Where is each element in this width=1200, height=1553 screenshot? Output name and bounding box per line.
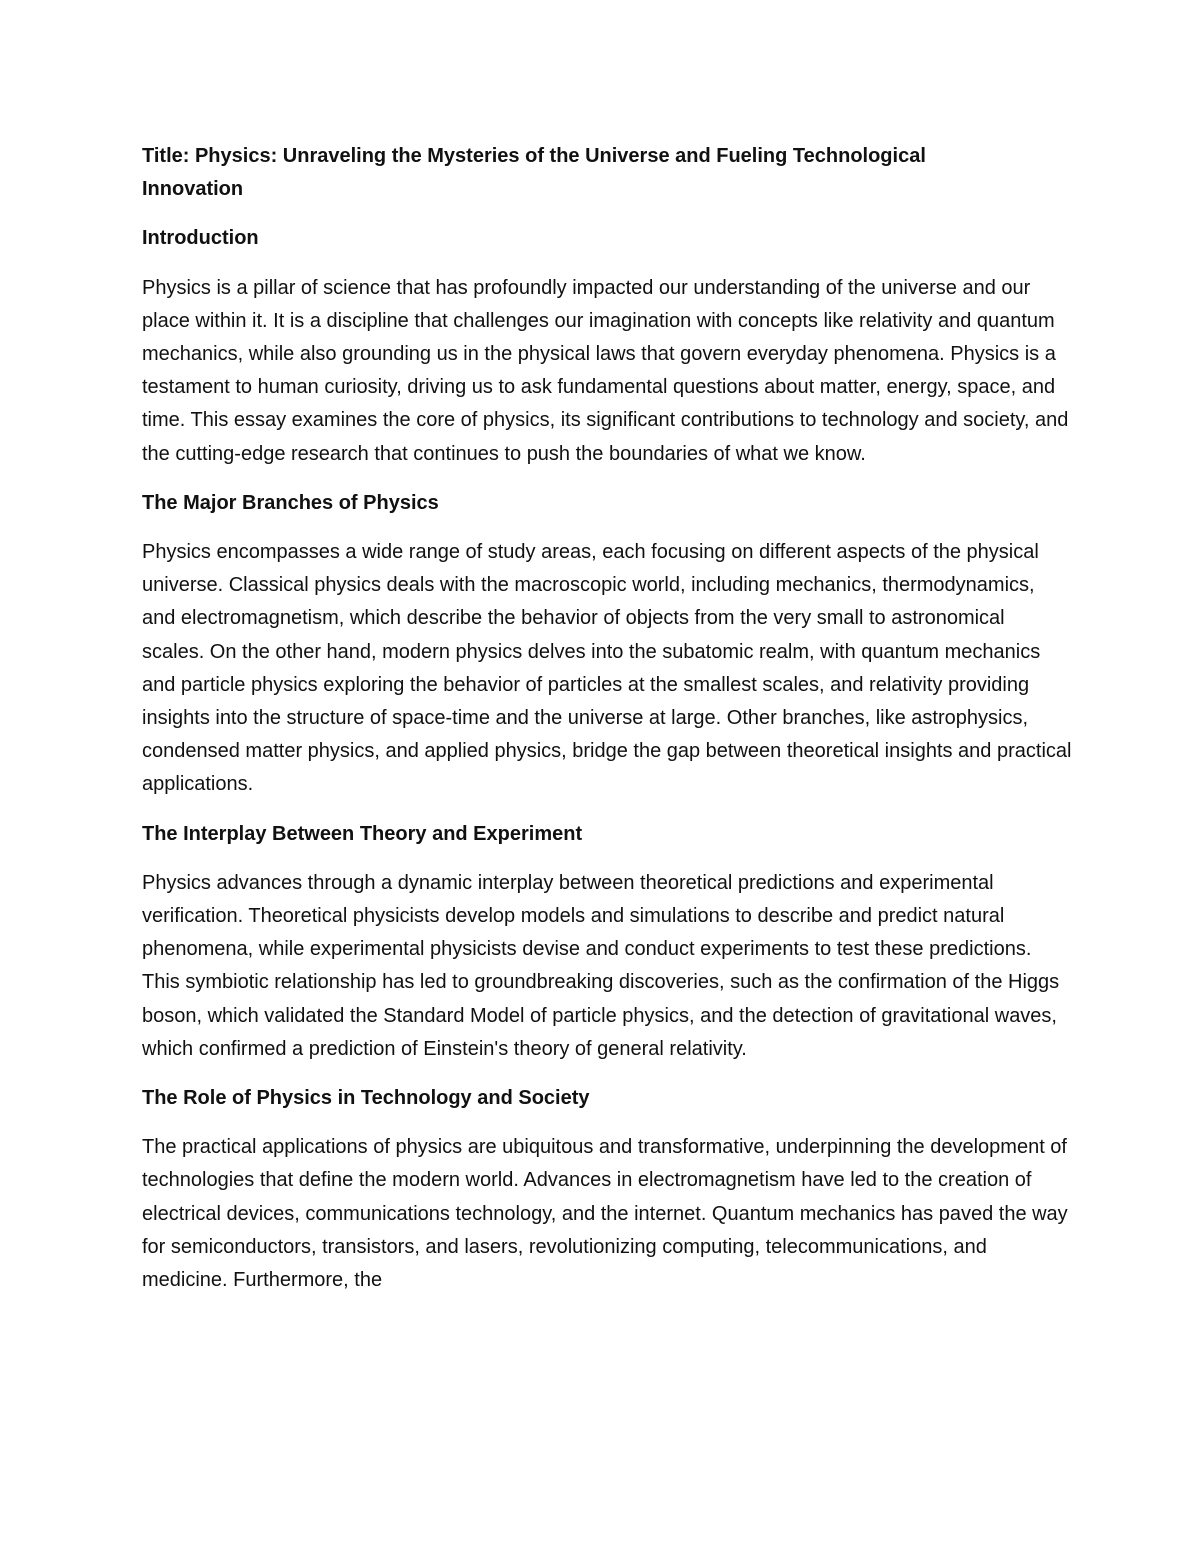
section-major-branches (142, 487, 1072, 802)
document-title: Title: Physics: Unraveling the Mysteries of the Universe and Fueling Technological Innovation (142, 145, 926, 201)
section-heading: Introduction (142, 227, 259, 250)
section-theory-experiment (142, 818, 1072, 1066)
section-paragraph: Physics encompasses a wide range of study areas, each focusing on different aspects of the physical universe. Classical physics deals with the macroscopic world, including mechanics, thermodynamics, and electromagnetism, which describe the behavior of objects from the very small to astronomical scales. On the other hand, modern physics delves into the subatomic realm, with quantum mechanics and particle physics exploring the behavior of particles at the smallest scales, and relativity providing insights into the structure of space-time and the universe at large. Other branches, like astrophysics, condensed matter physics, and applied physics, bridge the gap between theoretical insights and practical applications. (142, 541, 1072, 796)
section-paragraph: Physics is a pillar of science that has profoundly impacted our understanding of the universe and our place within it. It is a discipline that challenges our imagination with concepts like relativity and quantum mechanics, while also grounding us in the physical laws that govern everyday phenomena. Physics is a testament to human curiosity, driving us to ask fundamental questions about matter, energy, space, and time. This essay examines the core of physics, its significant contributions to technology and society, and the cutting-edge research that continues to push the boundaries of what we know. (142, 276, 1069, 465)
section-technology-society (142, 1082, 1072, 1297)
section-paragraph: The practical applications of physics are ubiquitous and transformative, underpinning the development of technologies that define the modern world. Advances in electromagnetism have led to the creation of electrical devices, communications technology, and the internet. Quantum mechanics has paved the way for semiconductors, transistors, and lasers, revolutionizing computing, telecommunications, and medicine. Furthermore, the (142, 1136, 1068, 1292)
section-paragraph: Physics advances through a dynamic interplay between theoretical predictions and experimental verification. Theoretical physicists develop models and simulations to describe and predict natural phenomena, while experimental physicists devise and conduct experiments to test these predictions. This symbiotic relationship has led to groundbreaking discoveries, such as the confirmation of the Higgs boson, which validated the Standard Model of particle physics, and the detection of gravitational waves, which confirmed a prediction of Einstein's theory of general relativity. (142, 871, 1060, 1060)
section-introduction (142, 222, 1072, 470)
section-heading: The Interplay Between Theory and Experiment (142, 822, 583, 845)
section-heading: The Role of Physics in Technology and Society (142, 1087, 590, 1110)
document-page (142, 140, 1072, 1313)
section-heading: The Major Branches of Physics (142, 491, 439, 514)
